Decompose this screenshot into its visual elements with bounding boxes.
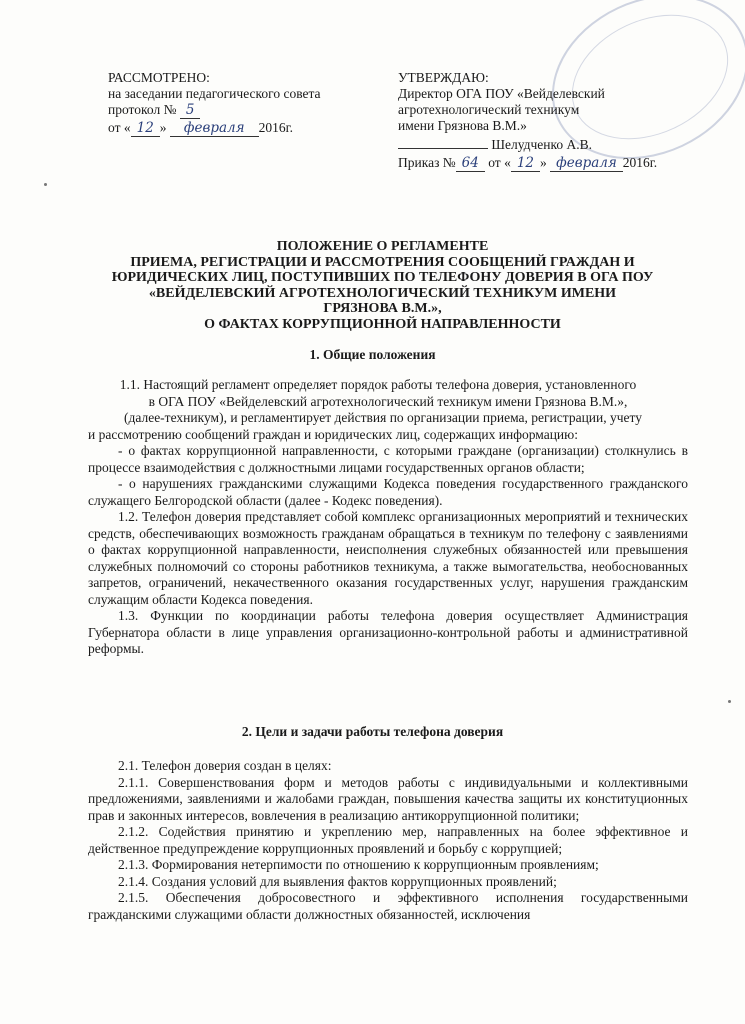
considered-label: РАССМОТРЕНО: bbox=[108, 70, 210, 85]
section-heading: 1. Общие положения bbox=[309, 347, 436, 362]
list-item: - о нарушениях гражданскими служащими Кодекса поведения государственного гражданского служащего Белгородской области (далее - Кодекс поведения). bbox=[88, 476, 688, 508]
paragraph: 2.1.1. Совершенствования форм и методов работы с индивидуальными и коллективными предложениями, заявлениями и жалобами граждан, повышения качества защиты их конституционных прав и законных интересов, вовлечения в реализацию антикоррупционной политики; bbox=[88, 774, 688, 823]
considered-month: февраля bbox=[170, 120, 259, 137]
section-body bbox=[88, 758, 688, 923]
list-item: - о фактах коррупционной направленности, с которыми граждане (организации) столкнулись в процессе взаимодействия с должностными лицами государственных органов области; bbox=[88, 443, 688, 475]
paragraph: 2.1.3. Формирования нетерпимости по отношению к коррупционным проявлениям; bbox=[118, 857, 599, 872]
considered-date-line: от « 12 » февраля 2016г. bbox=[108, 120, 293, 136]
paragraph: 1.2. Телефон доверия представляет собой комплекс организационных мероприятий и технических средств, обеспечивающих возможность гражданам обращаться в техникум по телефону с заявлениями о фактах коррупционной направленности, неисполнения служебных обязанностей или превышения служебных полномочий со стороны работников техникума, а также вымогательства, необоснованных запретов, ограничений, некачественного оказания государственных услуг, нарушения гражданским служащим области Кодекса поведения. bbox=[88, 509, 688, 607]
section-body bbox=[88, 377, 688, 658]
approved-month: февраля bbox=[550, 155, 623, 172]
signature bbox=[398, 148, 488, 149]
signer-name: Шелудченко А.В. bbox=[491, 137, 592, 152]
document-title bbox=[70, 239, 695, 332]
approval-approved-block bbox=[398, 70, 657, 172]
protocol-number: 5 bbox=[180, 102, 201, 119]
title-line: ПРИЕМА, РЕГИСТРАЦИИ И РАССМОТРЕНИЯ СООБЩЕНИЙ ГРАЖДАН И bbox=[130, 254, 635, 270]
order-number: 64 bbox=[456, 155, 485, 172]
title-line: «ВЕЙДЕЛЕВСКИЙ АГРОТЕХНОЛОГИЧЕСКИЙ ТЕХНИКУМ ИМЕНИ bbox=[148, 285, 617, 301]
title-line: ЮРИДИЧЕСКИХ ЛИЦ, ПОСТУПИВШИХ ПО ТЕЛЕФОНУ ДОВЕРИЯ В ОГА ПОУ bbox=[111, 270, 654, 285]
title-line: О ФАКТАХ КОРРУПЦИОННОЙ НАПРАВЛЕННОСТИ bbox=[204, 316, 561, 332]
scan-speck bbox=[728, 700, 731, 703]
approved-label: УТВЕРЖДАЮ: bbox=[398, 70, 489, 85]
institution-name-line: имени Грязнова В.М.» bbox=[398, 118, 527, 133]
paragraph: 2.1. Телефон доверия создан в целях: bbox=[118, 758, 332, 773]
approved-day: 12 bbox=[511, 155, 540, 172]
institution-line: агротехнологический техникум bbox=[398, 102, 580, 117]
paragraph: 2.1.5. Обеспечения добросовестного и эффективного исполнения государственными гражданскими служащими области должностных обязанностей, исключения bbox=[88, 890, 688, 922]
order-line: Приказ № 64 от « 12 » февраля 2016г. bbox=[398, 155, 658, 171]
scan-speck bbox=[44, 183, 47, 186]
paragraph-line: в ОГА ПОУ «Вейделевский агротехнологический техникум имени Грязнова В.М.», bbox=[148, 393, 628, 409]
paragraph: 2.1.4. Создания условий для выявления фактов коррупционных проявлений; bbox=[118, 873, 557, 889]
paragraph: 1.3. Функции по координации работы телефона доверия осуществляет Администрация Губернатора области в лице управления организационно-контрольной работы и административной реформы. bbox=[88, 608, 688, 656]
council-line: на заседании педагогического совета bbox=[108, 86, 321, 101]
title-line: ГРЯЗНОВА В.М.», bbox=[323, 301, 442, 316]
paragraph-line: (далее-техникум), и регламентирует действия по организации приема, регистрации, учету bbox=[123, 410, 643, 425]
signature-line bbox=[398, 137, 657, 153]
paragraph-line: 1.1. Настоящий регламент определяет порядок работы телефона доверия, установленного bbox=[119, 377, 637, 392]
protocol-line: протокол № 5 bbox=[108, 102, 321, 119]
section-heading: 2. Цели и задачи работы телефона доверия bbox=[241, 724, 504, 739]
title-line: ПОЛОЖЕНИЕ О РЕГЛАМЕНТЕ bbox=[276, 239, 489, 254]
approval-considered-block bbox=[108, 70, 321, 137]
considered-day: 12 bbox=[131, 120, 160, 137]
paragraph-line: и рассмотрению сообщений граждан и юридических лиц, содержащих информацию: bbox=[88, 426, 578, 442]
director-line: Директор ОГА ПОУ «Вейделевский bbox=[398, 86, 605, 101]
paragraph: 2.1.2. Содействия принятию и укреплению мер, направленных на более эффективное и действенное предупреждение коррупционных проявлений и борьбу с коррупцией; bbox=[88, 824, 688, 856]
